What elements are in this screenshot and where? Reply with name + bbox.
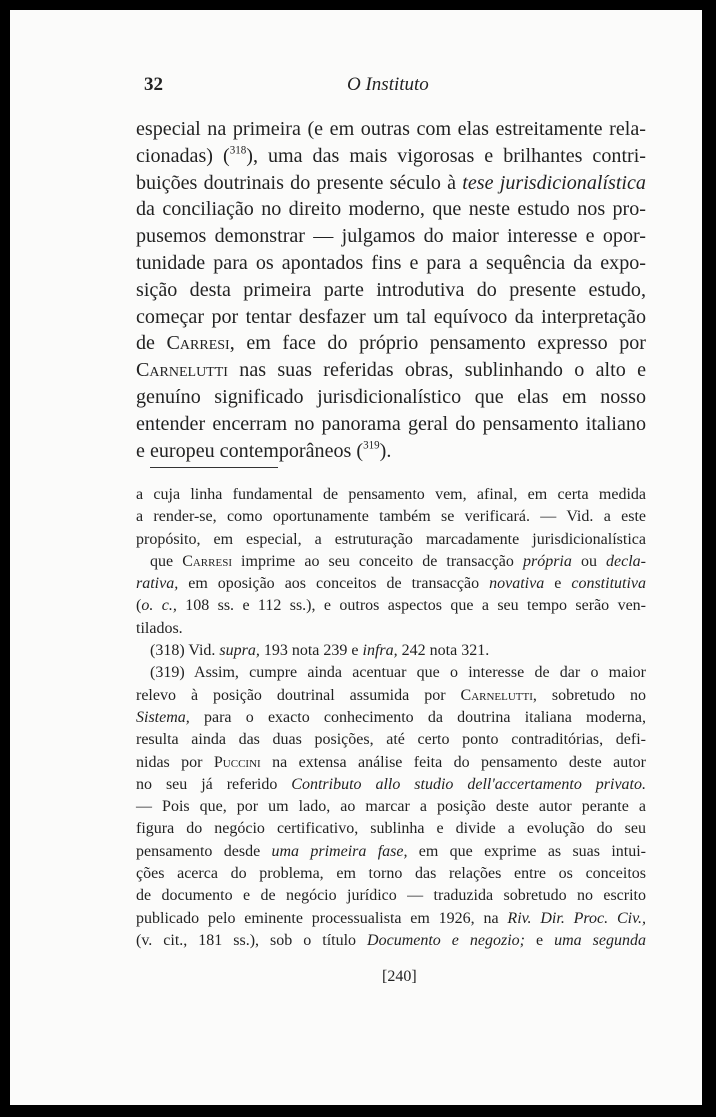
text-line: da conciliação no direito moderno, que neste estudo nos pro- [136, 198, 646, 221]
footnote-separator [150, 467, 278, 468]
text-line: especial na primeira (e em outras com elas estreitamente rela- [136, 118, 646, 140]
page-header [133, 70, 653, 100]
author-name: Carnelutti [136, 359, 228, 382]
page-number: 32 [144, 74, 163, 95]
note-line: no seu já referido Contributo allo studio dell'accertamento privato. [136, 775, 646, 793]
note-line: relevo à posição doutrinal assumida por Carnelutti, sobretudo no [136, 686, 646, 704]
running-head: O Instituto [347, 74, 429, 95]
text-line: entender encerram no panorama geral do pensamento italiano [136, 412, 646, 435]
footnote-mark: (318) [150, 642, 185, 660]
note-line: pensamento desde uma primeira fase, em que exprime as suas intui- [136, 842, 646, 860]
footnote-mark: (319) [150, 664, 185, 682]
note-line: propósito, em especial, a estruturação marcadamente jurisdicionalística [136, 530, 646, 548]
note-line: ções acerca do problema, em torno das relações entre os conceitos [136, 865, 646, 883]
text-line: de Carresi, em face do próprio pensamento expresso por [136, 332, 646, 355]
note-line: resulta ainda das duas posições, até certo ponto contraditórias, defi- [136, 731, 646, 749]
footnote-ref: 318 [229, 144, 247, 157]
note-line: de documento e de negócio jurídico — traduzida sobretudo no escrito [136, 887, 646, 905]
text-line: e europeu contemporâneos ($^{319}$). [136, 439, 392, 462]
note-line: (o. c., 108 ss. e 112 ss.), e outros aspectos que a seu tempo serão ven- [136, 597, 646, 615]
note-line: figura do negócio certificativo, sublinha e divide a evolução do seu [136, 820, 646, 838]
note-line: nidas por Puccini na extensa análise feita do pensamento deste autor [136, 753, 646, 771]
main-text [136, 116, 646, 464]
footnote-318: (318) Vid. supra, 193 nota 239 e infra, 242 nota 321. [150, 642, 490, 660]
note-line: (v. cit., 181 ss.), sob o título Documento e negozio; e uma segunda [136, 931, 646, 949]
text-line: cionadas) ($^{318}$), uma das mais vigorosas e brilhantes contri- [136, 144, 646, 167]
text-line: Carnelutti nas suas referidas obras, sublinhando o alto e [136, 359, 646, 382]
note-line: que Carresi imprime ao seu conceito de transacção própria ou decla- [150, 552, 647, 570]
note-line: a render-se, como oportunamente também se verificará. — Vid. a este [136, 508, 646, 526]
text-line: buições doutrinais do presente século à tese jurisdicionalística [136, 171, 646, 194]
footnote-ref: 319 [363, 439, 380, 452]
text-line: começar por tentar desfazer um tal equívoco da interpretação [136, 305, 646, 328]
text-line: pusemos demonstrar — julgamos do maior interesse e opor- [136, 225, 646, 248]
text-line: sição desta primeira parte introdutiva do presente estudo, [136, 278, 646, 301]
footnotes [136, 484, 646, 952]
note-line: a cuja linha fundamental de pensamento vem, afinal, em certa medida [136, 486, 646, 503]
footnote-319: (319) Assim, cumpre ainda acentuar que o interesse de dar o maior [150, 664, 646, 682]
author-name: Carresi [166, 332, 230, 355]
note-line: Sistema, para o exacto conhecimento da doutrina italiana moderna, [136, 708, 646, 726]
folio-number: [240] [382, 968, 417, 985]
text-line: genuíno significado jurisdicionalístico que elas em nosso [136, 385, 646, 408]
note-line: rativa, em oposição aos conceitos de transacção novativa e constitutiva [136, 575, 646, 593]
note-line: — Pois que, por um lado, ao marcar a posição deste autor perante a [136, 798, 646, 816]
note-line: publicado pelo eminente processualista em 1926, na Riv. Dir. Proc. Civ., [136, 909, 647, 927]
note-line: tilados. [136, 619, 183, 637]
text-line: tunidade para os apontados fins e para a sequência da expo- [136, 251, 646, 274]
